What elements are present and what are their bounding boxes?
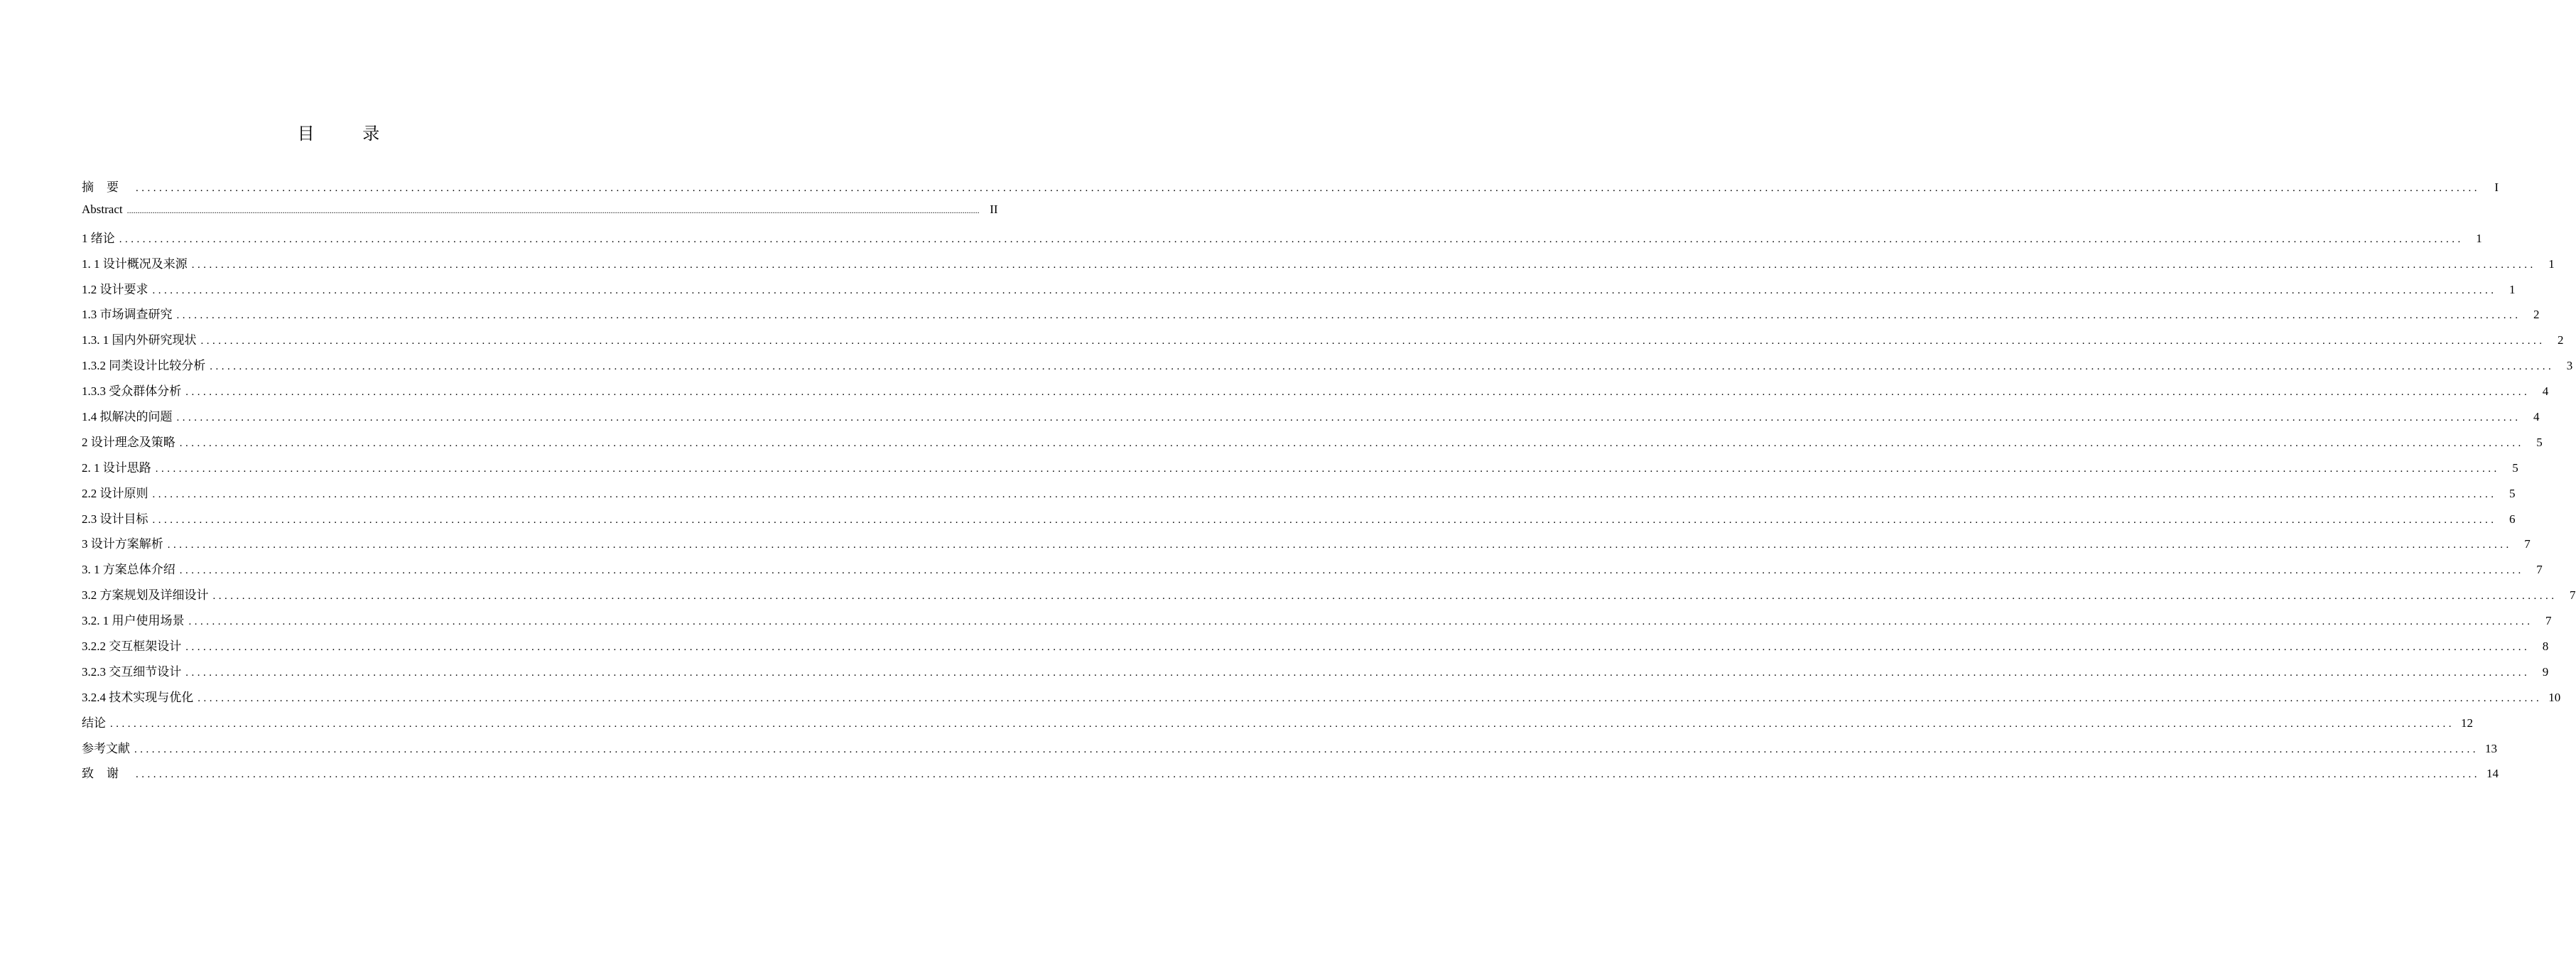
toc-entry[interactable] [82,202,998,228]
toc-entry[interactable] [82,177,2499,203]
toc-entry-label: 3. 1 方案总体介绍 [82,563,175,577]
toc-entry-page-number: 4 [2533,410,2540,424]
toc-entry-page-number: 7 [2545,614,2552,628]
toc-entry-page-number: 1 [2509,282,2516,296]
toc-entry-page-number: 4 [2542,384,2549,399]
toc-entry-page-number: 5 [2512,460,2518,475]
toc-entry-label: 1. 1 设计概况及来源 [82,257,188,271]
toc-entry-page-number: 12 [2461,716,2473,730]
toc-entry-label: 3.2 方案规划及详细设计 [82,588,209,603]
toc-entry-page-number: 9 [2542,664,2549,679]
toc-entry-label: 1.3. 1 国内外研究现状 [82,333,197,347]
toc-entry-page-number: 2 [2558,333,2564,347]
dot-leader: ................................................................................................................................................................................................................................................................................................................................................................................................................ [210,361,2555,373]
toc-entry-label: 2. 1 设计思路 [82,460,151,475]
dot-leader: ................................................................................................................................................................................................................................................................................................................................................................................................................ [185,667,2531,679]
toc-entry-page-number: 7 [2524,537,2531,551]
dot-leader: ................................................................................................................................................................................................................................................................................................................................................................................................................ [152,488,2497,500]
toc-entry-label: 3.2.2 交互框架设计 [82,640,182,654]
toc-entry-page-number: 7 [2536,563,2543,577]
dot-leader: ................................................................................................................................................................................................................................................................................................................................................................................................................ [110,718,2455,730]
dot-leader: ................................................................................................................................................................................................................................................................................................................................................................................................................ [152,514,2497,526]
toc-entry[interactable] [82,381,2549,406]
toc-entry-page-number: 8 [2542,640,2549,654]
toc-entry-page-number: 7 [2570,588,2576,603]
dot-leader: ................................................................................................................................................................................................................................................................................................................................................................................................................ [152,284,2497,296]
toc-entry-page-number: 6 [2509,512,2516,526]
dot-leader: ................................................................................................................................................................................................................................................................................................................................................................................................................ [176,310,2521,322]
dot-leader: ................................................................................................................................................................................................................................................................................................................................................................................................................ [185,387,2531,399]
toc-entry-page-number: 2 [2533,308,2540,322]
toc-entry-label: 3.2.4 技术实现与优化 [82,690,194,704]
toc-entry-label: 3 设计方案解析 [82,537,163,551]
toc-entry-label: 1.3.2 同类设计比较分析 [82,359,206,373]
toc-entry[interactable] [82,662,2549,687]
toc-entry-page-number: 1 [2476,231,2482,245]
toc-entry-page-number: 5 [2536,435,2543,449]
toc-entry[interactable] [82,559,2543,585]
dot-leader: ................................................................................................................................................................................................................................................................................................................................................................................................................ [185,642,2531,654]
toc-entry[interactable] [82,509,2516,534]
table-of-contents [82,177,2576,789]
toc-entry-label: 1.4 拟解决的问题 [82,410,173,424]
toc-entry[interactable] [82,483,2516,509]
dot-leader: ................................................................................................................................................................................................................................................................................................................................................................................................................ [179,565,2524,577]
toc-entry-page-number: 10 [2548,690,2561,704]
dot-leader: ................................................................................................................................................................................................................................................................................................................................................................................................................ [200,335,2545,347]
toc-entry-page-number: 5 [2509,486,2516,500]
dot-leader: ................................................................................................................................................................................................................................................................................................................................................................................................................ [126,205,980,215]
toc-entry-page-number: 14 [2486,767,2499,781]
toc-entry-label: 1.3 市场调查研究 [82,308,173,322]
toc-entry-page-number: I [2494,180,2499,194]
toc-entry-label: 致谢 [82,767,131,781]
dot-leader: ................................................................................................................................................................................................................................................................................................................................................................................................................ [176,412,2521,424]
toc-entry[interactable] [82,355,2573,381]
dot-leader: ................................................................................................................................................................................................................................................................................................................................................................................................................ [191,259,2536,271]
toc-entry[interactable] [82,254,2555,279]
toc-entry-label: 3.2.3 交互细节设计 [82,664,182,679]
toc-entry[interactable] [82,687,2561,713]
dot-leader: ................................................................................................................................................................................................................................................................................................................................................................................................................ [197,692,2543,704]
toc-entry-label: 摘要 [82,180,131,194]
toc-entry-label: 1 绪论 [82,231,115,245]
toc-entry[interactable] [82,406,2540,432]
toc-entry[interactable] [82,713,2473,738]
toc-entry-page-number: 1 [2548,257,2555,271]
toc-entry-label: 2.2 设计原则 [82,486,148,500]
toc-entry-label: 1.3.3 受众群体分析 [82,384,182,399]
toc-entry[interactable] [82,610,2552,636]
toc-entry[interactable] [82,636,2549,662]
toc-title: 目 录 [297,124,401,144]
toc-entry[interactable] [82,330,2564,355]
toc-entry[interactable] [82,279,2516,305]
dot-leader: ................................................................................................................................................................................................................................................................................................................................................................................................................ [134,743,2479,755]
toc-entry-label: 1.2 设计要求 [82,282,148,296]
toc-entry[interactable] [82,432,2543,458]
toc-entry-label: Abstract [82,202,123,216]
dot-leader: ................................................................................................................................................................................................................................................................................................................................................................................................................ [212,590,2558,603]
toc-entry[interactable] [82,304,2540,330]
toc-entry-page-number: 3 [2566,359,2573,373]
toc-entry-label: 2.3 设计目标 [82,512,148,526]
toc-entry[interactable] [82,228,2482,254]
dot-leader: ................................................................................................................................................................................................................................................................................................................................................................................................................ [136,183,2480,194]
dot-leader: ................................................................................................................................................................................................................................................................................................................................................................................................................ [167,539,2512,551]
toc-entry-page-number: II [990,202,998,216]
dot-leader: ................................................................................................................................................................................................................................................................................................................................................................................................................ [136,769,2480,781]
dot-leader: ................................................................................................................................................................................................................................................................................................................................................................................................................ [155,463,2500,475]
toc-entry-label: 参考文献 [82,741,130,755]
toc-entry-label: 3.2. 1 用户使用场景 [82,614,185,628]
toc-entry-label: 2 设计理念及策略 [82,435,175,449]
dot-leader: ................................................................................................................................................................................................................................................................................................................................................................................................................ [179,437,2524,449]
toc-entry[interactable] [82,534,2531,559]
toc-entry-page-number: 13 [2485,741,2497,755]
dot-leader: ................................................................................................................................................................................................................................................................................................................................................................................................................ [119,233,2464,245]
toc-entry-label: 结论 [82,716,106,730]
toc-entry[interactable] [82,763,2499,789]
dot-leader: ................................................................................................................................................................................................................................................................................................................................................................................................................ [188,616,2533,628]
toc-entry[interactable] [82,585,2576,610]
toc-entry[interactable] [82,458,2518,483]
toc-entry[interactable] [82,738,2497,764]
